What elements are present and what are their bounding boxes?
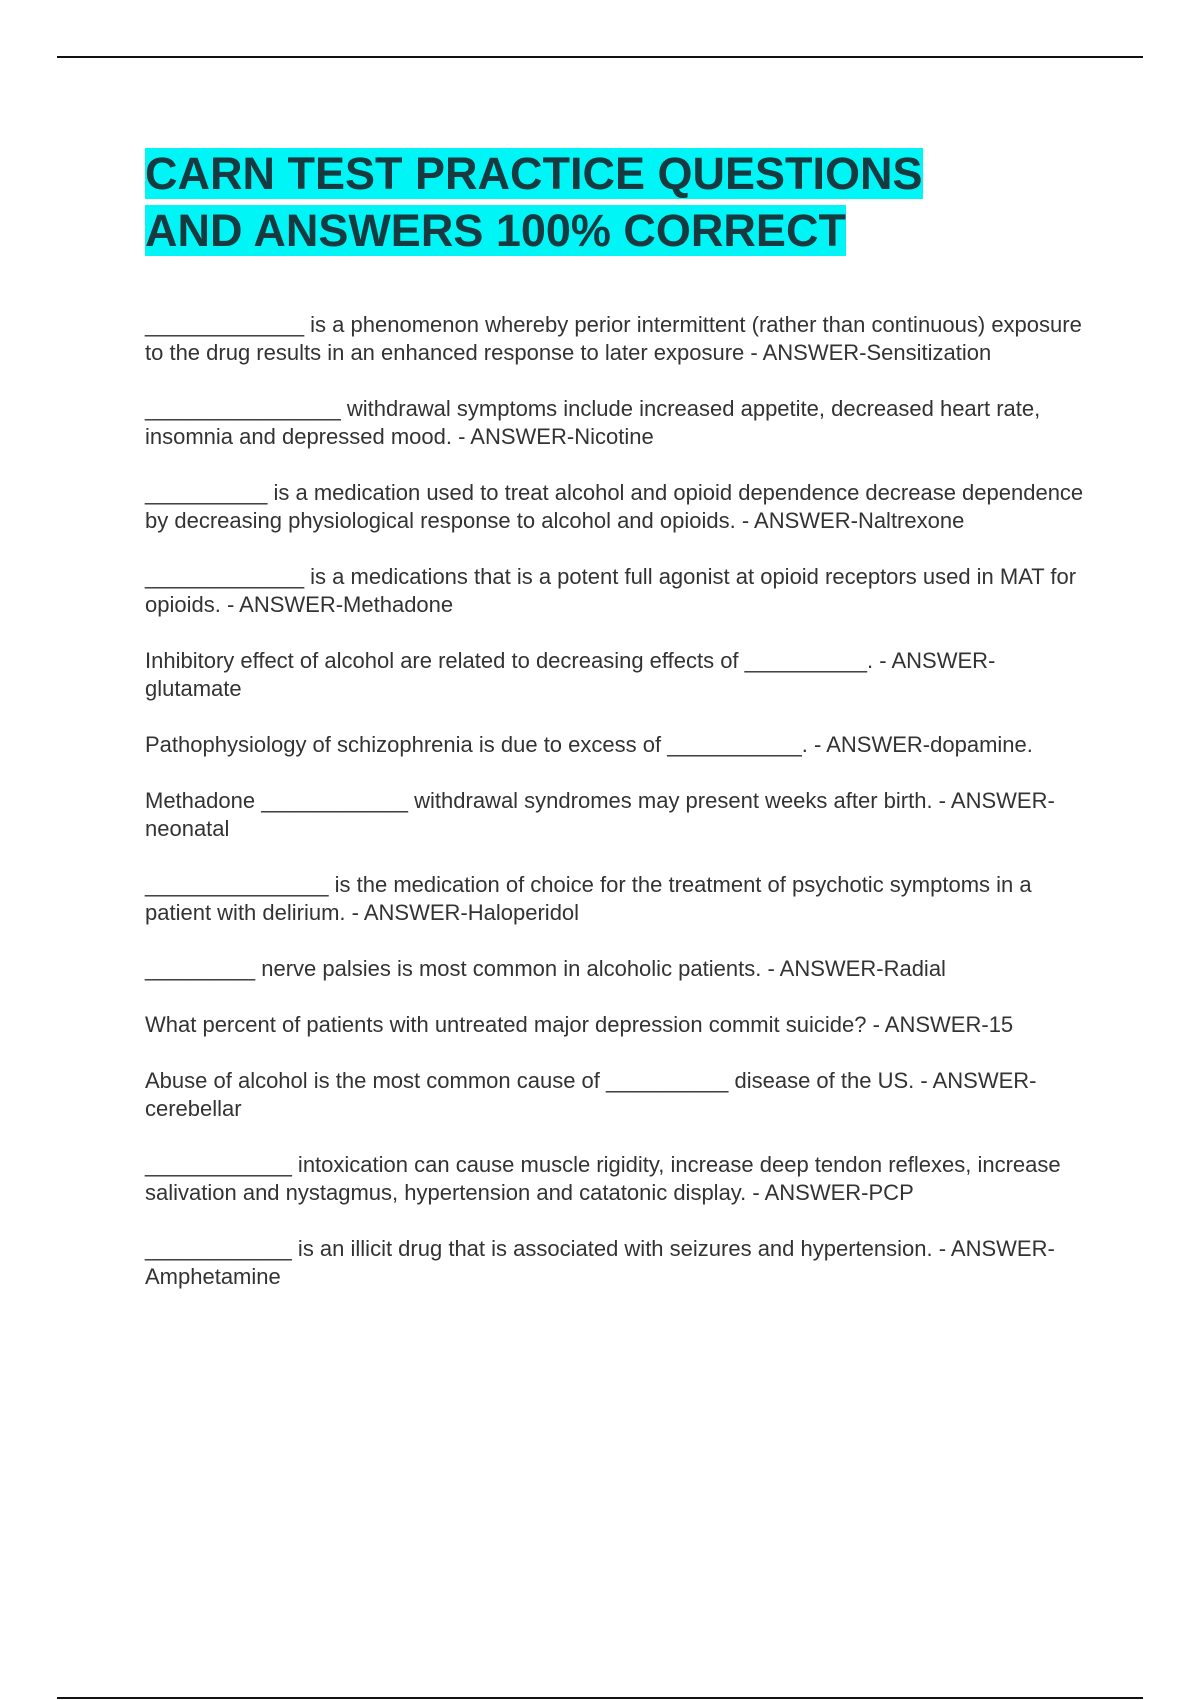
question-item: ____________ is an illicit drug that is associated with seizures and hypertension. - ANSWER-Amphetamine (145, 1236, 1055, 1289)
title-line: CARN TEST PRACTICE QUESTIONS (145, 148, 923, 199)
document-body (145, 145, 1085, 1319)
top-divider (57, 56, 1143, 58)
question-item: Abuse of alcohol is the most common cause of __________ disease of the US. - ANSWER-cerebellar (145, 1068, 1037, 1121)
question-item: __________ is a medication used to treat alcohol and opioid dependence decrease dependence by decreasing physiological response to alcohol and opioids. - ANSWER-Naltrexone (145, 480, 1084, 533)
question-item: ____________ intoxication can cause muscle rigidity, increase deep tendon reflexes, increase salivation and nystagmus, hypertension and catatonic display. - ANSWER-PCP (145, 1152, 1061, 1205)
question-item: _______________ is the medication of choice for the treatment of psychotic symptoms in a patient with delirium. - ANSWER-Haloperidol (145, 872, 1032, 925)
question-list (145, 311, 1085, 1291)
question-item: ________________ withdrawal symptoms include increased appetite, decreased heart rate, insomnia and depressed mood. - ANSWER-Nicotine (145, 396, 1041, 449)
question-item: _____________ is a medications that is a potent full agonist at opioid receptors used in MAT for opioids. - ANSWER-Methadone (145, 564, 1077, 617)
bottom-divider (57, 1697, 1143, 1699)
question-item: What percent of patients with untreated major depression commit suicide? - ANSWER-15 (145, 1012, 1014, 1037)
question-item: Methadone ____________ withdrawal syndromes may present weeks after birth. - ANSWER-neonatal (145, 788, 1055, 841)
question-item: _________ nerve palsies is most common in alcoholic patients. - ANSWER-Radial (145, 956, 946, 981)
question-item: _____________ is a phenomenon whereby perior intermittent (rather than continuous) exposure to the drug results in an enhanced response to later exposure - ANSWER-Sensitization (145, 312, 1082, 365)
question-item: Inhibitory effect of alcohol are related to decreasing effects of __________. - ANSWER-glutamate (145, 648, 996, 701)
document-title (145, 145, 1085, 259)
title-line: AND ANSWERS 100% CORRECT (145, 205, 846, 256)
question-item: Pathophysiology of schizophrenia is due to excess of ___________. - ANSWER-dopamine. (145, 732, 1033, 757)
